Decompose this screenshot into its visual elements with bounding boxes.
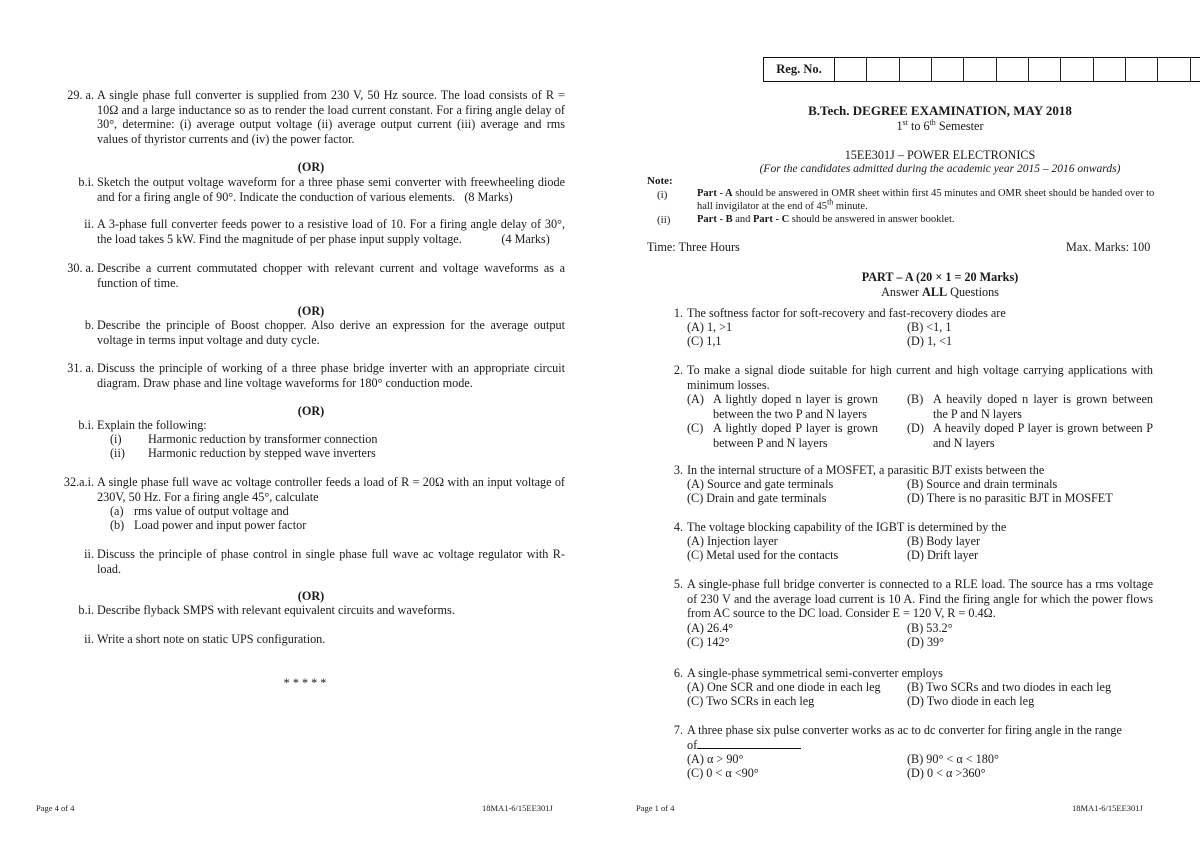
q32aii-label: ii. — [84, 547, 94, 561]
q3-option-c[interactable]: (C) Drain and gate terminals — [687, 491, 827, 505]
note-2-body: and — [732, 214, 753, 225]
exam-title: B.Tech. DEGREE EXAMINATION, MAY 2018 — [808, 103, 1072, 118]
q3-option-b[interactable]: (B) Source and drain terminals — [907, 477, 1058, 491]
left-footer-page: Page 4 of 4 — [36, 803, 75, 813]
reg-cell[interactable] — [932, 58, 964, 81]
reg-cell[interactable] — [997, 58, 1029, 81]
note-2-bold: Part - B — [697, 214, 733, 225]
q30b-text: Describe the principle of Boost chopper. Also derive an expression for the average output voltage in terms input voltage and duty cycle. — [97, 318, 565, 347]
q3-option-d[interactable]: (D) There is no parasitic BJT in MOSFET — [907, 491, 1113, 505]
q4-option-a[interactable]: (A) Injection layer — [687, 534, 778, 548]
note-1-label: (i) — [657, 189, 668, 201]
reg-no-box — [763, 57, 1200, 82]
q32bii-label: ii. — [84, 632, 94, 646]
q31-item-1-text: Harmonic reduction by transformer connection — [148, 432, 378, 446]
q2-option-d[interactable]: A heavily doped P layer is grown between P and N layers — [933, 421, 1153, 450]
note-1-bold: Part - A — [697, 188, 733, 199]
q31-item-1-label: (i) — [110, 432, 122, 446]
q31-item-2-text: Harmonic reduction by stepped wave inverters — [148, 446, 376, 460]
q31-number: 31. a. — [67, 361, 94, 375]
q3-option-a[interactable]: (A) Source and gate terminals — [687, 477, 834, 491]
q31bi-label: b.i. — [78, 418, 94, 432]
q6-option-a[interactable]: (A) One SCR and one diode in each leg — [687, 680, 881, 694]
q6-option-c[interactable]: (C) Two SCRs in each leg — [687, 694, 815, 708]
q32-item-b-text: Load power and input power factor — [134, 518, 307, 532]
q1-option-c[interactable]: (C) 1,1 — [687, 334, 722, 348]
q30b-label: b. — [84, 318, 94, 332]
semester — [740, 119, 1140, 134]
q32-number: 32.a.i. — [63, 475, 94, 489]
q2-option-b-label: (B) — [907, 392, 924, 406]
q31a-text: Discuss the principle of working of a three phase bridge inverter with an appropriate circuit diagram. Draw phase and line voltage waveforms for 180° conduction mode. — [97, 361, 565, 390]
note-1-tail: minute. — [833, 200, 868, 212]
q7-text-tail — [687, 737, 801, 753]
q31-item-2-label: (ii) — [110, 446, 125, 460]
q29bi-text — [97, 175, 565, 204]
note-1-text — [697, 188, 1157, 213]
q2-option-a-label: (A) — [687, 392, 704, 406]
answer-all-bold: ALL — [922, 285, 948, 299]
q7-option-a[interactable]: (A) α > 90° — [687, 752, 744, 766]
max-marks: Max. Marks: 100 — [1066, 240, 1151, 254]
course-title: 15EE301J – POWER ELECTRONICS — [844, 148, 1036, 162]
q32-item-a-label: (a) — [110, 504, 124, 518]
q6-option-b[interactable]: (B) Two SCRs and two diodes in each leg — [907, 680, 1112, 694]
q32-item-a-text: rms value of output voltage and — [134, 504, 289, 518]
q6-text: A single-phase symmetrical semi-converter employs — [687, 666, 943, 680]
time-label: Time: Three Hours — [647, 240, 740, 254]
q1-option-a[interactable]: (A) 1, >1 — [687, 320, 733, 334]
semester-end: Semester — [935, 119, 984, 133]
q7-blank — [697, 737, 801, 749]
semester-sup-th: th — [929, 117, 936, 127]
q32aii-text: Discuss the principle of phase control in single phase full wave ac voltage regulator with R-load. — [97, 547, 565, 576]
q5-option-a[interactable]: (A) 26.4° — [687, 621, 734, 635]
reg-cell[interactable] — [900, 58, 932, 81]
q4-option-c[interactable]: (C) Metal used for the contacts — [687, 548, 839, 562]
q32-item-b-label: (b) — [110, 518, 125, 532]
reg-cell[interactable] — [1191, 58, 1200, 81]
end-stars: * * * * * — [283, 676, 327, 690]
q4-text: The voltage blocking capability of the IGBT is determined by the — [687, 520, 1007, 534]
candidates-note: (For the candidates admitted during the academic year 2015 – 2016 onwards) — [759, 163, 1121, 175]
note-2-tail: should be answered in answer booklet. — [789, 214, 955, 225]
q2-option-c-label: (C) — [687, 421, 704, 435]
q5-option-d[interactable]: (D) 39° — [907, 635, 945, 649]
reg-no-label: Reg. No. — [764, 58, 835, 81]
q2-option-b[interactable]: A heavily doped n layer is grown between the P and N layers — [933, 392, 1153, 421]
q2-option-d-label: (D) — [907, 421, 924, 435]
semester-mid: to 6 — [907, 119, 930, 133]
note-label: Note: — [647, 175, 673, 187]
q6-option-d[interactable]: (D) Two diode in each leg — [907, 694, 1035, 708]
q1-text: The softness factor for soft-recovery and fast-recovery diodes are — [687, 306, 1006, 320]
q2-number: 2. — [673, 363, 683, 377]
q4-number: 4. — [673, 520, 683, 534]
q7-of: of — [687, 738, 698, 752]
q5-option-b[interactable]: (B) 53.2° — [907, 621, 953, 635]
q7-option-b[interactable]: (B) 90° < α < 180° — [907, 752, 999, 766]
q2-text: To make a signal diode suitable for high current and high voltage carrying applications with minimum losses. — [687, 363, 1153, 392]
right-footer-page: Page 1 of 4 — [636, 803, 675, 813]
q5-number: 5. — [673, 577, 683, 591]
reg-cell[interactable] — [867, 58, 899, 81]
q7-option-d[interactable]: (D) 0 < α >360° — [907, 766, 986, 780]
reg-cell[interactable] — [835, 58, 867, 81]
reg-cell[interactable] — [1094, 58, 1126, 81]
q4-option-d[interactable]: (D) Drift layer — [907, 548, 979, 562]
q29-or: (OR) — [297, 160, 325, 174]
q3-text: In the internal structure of a MOSFET, a parasitic BJT exists between the — [687, 463, 1045, 477]
q32bi-text: Describe flyback SMPS with relevant equivalent circuits and waveforms. — [97, 603, 455, 617]
q5-option-c[interactable]: (C) 142° — [687, 635, 730, 649]
q1-number: 1. — [673, 306, 683, 320]
q31bi-text: Explain the following: — [97, 418, 207, 432]
q31-or: (OR) — [297, 404, 325, 418]
note-2-label: (ii) — [657, 214, 671, 226]
q1-option-b[interactable]: (B) <1, 1 — [907, 320, 952, 334]
reg-cell[interactable] — [964, 58, 996, 81]
q2-option-c[interactable]: A lightly doped P layer is grown between P and N layers — [713, 421, 878, 450]
note-2-bold2: Part - C — [753, 214, 790, 225]
q7-text: A three phase six pulse converter works as ac to dc converter for firing angle in the range — [687, 723, 1122, 737]
q32bii-text: Write a short note on static UPS configuration. — [97, 632, 326, 646]
q32bi-label: b.i. — [78, 603, 94, 617]
q29bii-label: ii. — [84, 217, 94, 231]
q2-option-a[interactable]: A lightly doped n layer is grown between the two P and N layers — [713, 392, 878, 421]
answer-all-pre: Answer — [881, 285, 923, 299]
answer-all — [740, 285, 1140, 300]
q7-option-c[interactable]: (C) 0 < α <90° — [687, 766, 759, 780]
reg-cell[interactable] — [1061, 58, 1093, 81]
part-a-title: PART – A (20 × 1 = 20 Marks) — [861, 270, 1019, 284]
reg-cell[interactable] — [1029, 58, 1061, 81]
reg-cell[interactable] — [1158, 58, 1190, 81]
q1-option-d[interactable]: (D) 1, <1 — [907, 334, 953, 348]
q29bii-body: A 3-phase full converter feeds power to a resistive load of 10. For a firing angle delay of 30°, the load takes 5 kW. Find the magnitude of per phase input supply voltage. — [97, 217, 565, 246]
q30a-text: Describe a current commutated chopper with relevant current and voltage waveforms as a function of time. — [97, 261, 565, 290]
q29a-text: A single phase full converter is supplied from 230 V, 50 Hz source. The load consists of R = 10Ω and a large inductance so as to render the load current constant. For a firing angle delay of 30°, determine: (i) average output voltage (ii) average output current (iii) average and rms values of thyristor currents and (iv) the power factor. — [97, 88, 565, 146]
q4-option-b[interactable]: (B) Body layer — [907, 534, 981, 548]
semester-start: 1 — [896, 119, 903, 133]
q6-number: 6. — [673, 666, 683, 680]
right-page — [600, 0, 1200, 848]
note-1-body: should be answered in OMR sheet within first 45 minutes and OMR sheet should be handed over to hall invigilator at the end of 45 — [697, 188, 1155, 212]
q7-number: 7. — [673, 723, 683, 737]
q32ai-text: A single phase full wave ac voltage controller feeds a load of R = 20Ω with an input voltage of 230V, 50 Hz. For a firing angle 45°, calculate — [97, 475, 565, 504]
q32-or: (OR) — [297, 589, 325, 603]
q29bi-body: Sketch the output voltage waveform for a three phase semi converter with freewheeling diode and for a firing angle of 90°. Indicate the conduction of various elements. — [97, 175, 565, 204]
q30-or: (OR) — [297, 304, 325, 318]
q29bii-marks: (4 Marks) — [501, 231, 550, 246]
q3-number: 3. — [673, 463, 683, 477]
left-footer-code: 18MA1-6/15EE301J — [482, 803, 553, 813]
q5-text: A single-phase full bridge converter is connected to a RLE load. The source has a rms voltage of 230 V and the average load current is 10 A. Find the firing angle for which the power flows from AC source to the DC load. Consider E = 120 V, R = 0.4Ω. — [687, 577, 1153, 620]
q29bi-label: b.i. — [78, 175, 94, 189]
right-footer-code: 18MA1-6/15EE301J — [1072, 803, 1143, 813]
reg-cell[interactable] — [1126, 58, 1158, 81]
note-1-sup: th — [827, 197, 834, 206]
q30-number: 30. a. — [67, 261, 94, 275]
q29bii-text — [97, 217, 565, 246]
answer-all-post: Questions — [947, 285, 999, 299]
note-2-text — [697, 213, 1157, 228]
q29-number: 29. a. — [67, 88, 94, 102]
q29bi-marks: (8 Marks) — [464, 189, 513, 204]
semester-sup-st: st — [902, 117, 908, 127]
